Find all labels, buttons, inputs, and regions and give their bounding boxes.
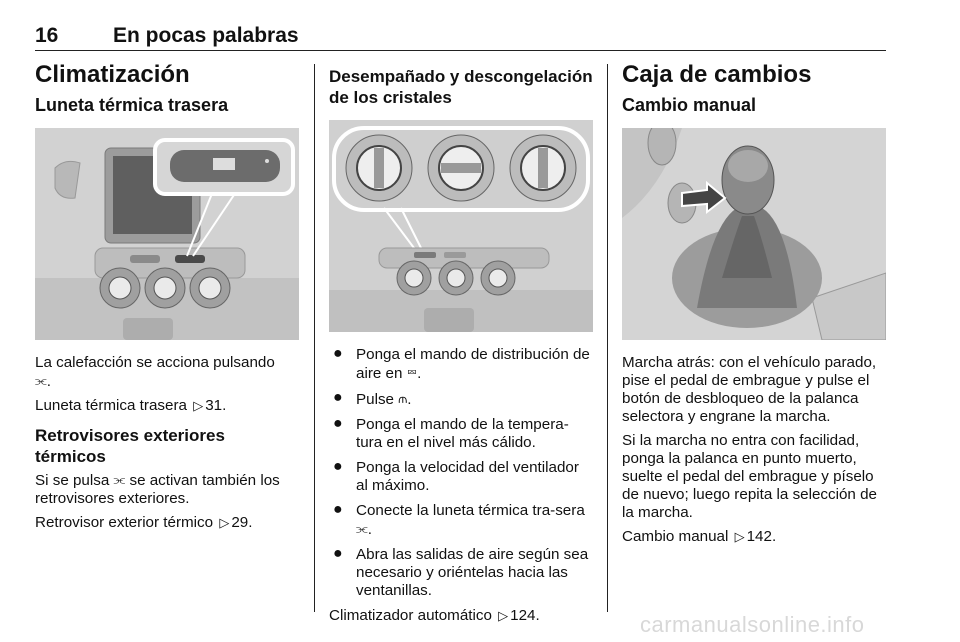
luneta-reference-text: Luneta térmica trasera [35,397,187,414]
cambio-manual-reference-page: 142. [746,528,777,545]
marcha-atras-paragraph: Marcha atrás: con el vehículo parado, pise el pedal de embrague y pulse el botón de desbloqueo de la palanca selectora y engrane la marcha. [622,354,877,425]
retrovisores-heading: Retrovisores exteriores térmicos [35,426,225,466]
heater-text: La calefacción se acciona pulsando [35,354,275,371]
luneta-subtitle: Luneta térmica trasera [35,95,229,115]
desempanado-heading: Desempañado y descongelación de los cristales [329,67,593,107]
gear-lever-illustration [622,128,886,340]
cambio-manual-subtitle: Cambio manual [622,95,757,115]
page-reference-icon: ▷ [193,398,204,413]
list-item: ● Conecte la luneta térmica tra-sera ⫘. [333,501,585,538]
list-item: ● Ponga el mando de la tempera-tura en el nivel más cálido. [333,415,569,451]
column-caja-de-cambios [622,60,886,552]
watermark: carmanualsonline.info [640,612,865,637]
list-item: ● Pulse ⫙. [333,389,412,408]
cambio-manual-reference-text: Cambio manual [622,528,729,545]
section-title: En pocas palabras [113,24,299,47]
column-divider-1 [314,64,315,612]
list-item: ● Ponga el mando de distribución de aire en ⮹. [333,345,590,382]
page-reference-icon: ▷ [219,515,230,530]
retrovisor-reference-text: Retrovisor exterior térmico [35,514,214,531]
page-reference-icon: ▷ [734,529,745,544]
windscreen-airflow-icon: ⮹ [406,365,418,380]
defrost-steps-list [329,346,593,600]
front-defrost-icon: ⫙ [398,391,408,406]
luneta-reference-page: 31. [205,397,227,414]
rear-defrost-icon: ⫘ [356,521,368,536]
header-rule [35,50,886,51]
climatizacion-title: Climatización [35,61,190,88]
retrovisores-text-b: se activan también los retrovisores exteriores. [35,472,280,507]
page-header [0,0,960,50]
page-number: 16 [35,24,59,47]
column-divider-2 [607,64,608,612]
climatizador-reference-text: Climatizador automático [329,607,492,624]
climatizador-reference[interactable] [329,607,593,625]
page-reference-icon: ▷ [498,608,509,623]
rear-window-heater-illustration [35,128,299,340]
heater-paragraph: La calefacción se acciona pulsando ⫘. [35,354,275,390]
column-climatizacion [35,60,299,538]
luneta-reference[interactable] [35,397,299,415]
retrovisores-paragraph [35,471,299,508]
cambio-manual-reference[interactable] [622,528,886,546]
retrovisor-reference-page: 29. [231,514,253,531]
list-item: ● Ponga la velocidad del ventilador al máximo. [333,458,579,494]
climatizador-reference-page: 124. [510,607,540,624]
retrovisor-reference[interactable] [35,514,299,532]
caja-title: Caja de cambios [622,61,812,88]
marcha-facilidad-paragraph: Si la marcha no entra con facilidad, ponga la palanca en punto muerto, suelte el pedal del embrague y píselo de nuevo; luego repita la selección de la marcha. [622,432,877,521]
list-item: ● Abra las salidas de aire según sea necesario y oriéntelas hacia las ventanillas. [333,545,589,599]
rear-defrost-icon: ⫘ [113,472,126,487]
column-desempanado [329,60,593,631]
climate-controls-illustration [329,120,593,332]
rear-defrost-icon: ⫘ [35,373,47,388]
retrovisores-text-a: Si se pulsa [35,472,110,489]
